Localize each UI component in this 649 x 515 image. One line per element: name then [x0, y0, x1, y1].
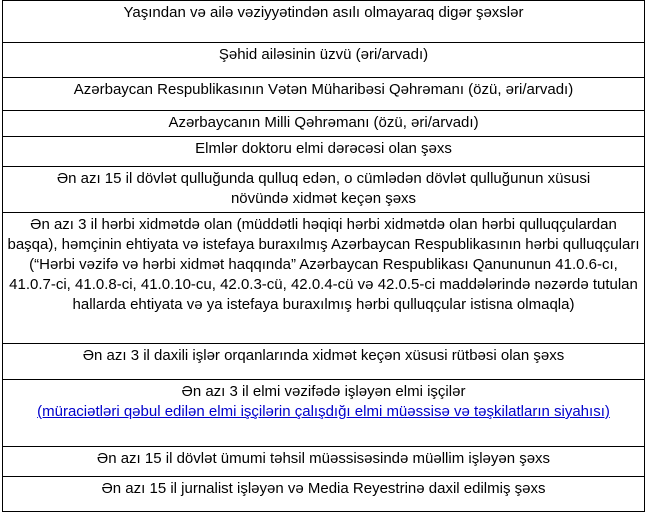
table-cell: Azərbaycanın Milli Qəhrəmanı (özü, əri/arvadı): [3, 111, 645, 137]
table-row: [3, 380, 645, 447]
table-row: [3, 344, 645, 380]
table-cell: Azərbaycan Respublikasının Vətən Müharibəsi Qəhrəmanı (özü, əri/arvadı): [3, 78, 645, 111]
table-row: [3, 43, 645, 78]
table-cell: Ən azı 15 il dövlət ümumi təhsil müəssisəsində müəllim işləyən şəxs: [3, 447, 645, 477]
institutions-list-link[interactable]: (müraciətləri qəbul edilən elmi işçilərin çalışdığı elmi müəssisə və təşkilatların siyahısı): [37, 403, 610, 420]
table-row: [3, 477, 645, 512]
table-row: [3, 213, 645, 344]
eligibility-table: [2, 0, 645, 512]
table-cell: Ən azı 3 il hərbi xidmətdə olan (müddətli həqiqi hərbi xidmətdə olan hərbi qulluqçulardan başqa), həmçinin ehtiyata və istefaya buraxılmış Azərbaycan Respublikasının hərbi qulluqçuları (“Hərbi vəzifə və hərbi xidmət haqqında” Azərbaycan Respublikası Qanununun 41.0.6-cı, 41.0.7-ci, 41.0.8-ci, 41.0.10-cu, 42.0.3-cü, 42.0.4-cü və 42.0.5-ci maddələrində nəzərdə tutulan hallarda ehtiyata və ya istefaya buraxılmış hərbi qulluqçular istisna olmaqla): [3, 213, 645, 344]
table-row: [3, 78, 645, 111]
table-cell: Ən azı 3 il daxili işlər orqanlarında xidmət keçən xüsusi rütbəsi olan şəxs: [3, 344, 645, 380]
table-cell: Elmlər doktoru elmi dərəcəsi olan şəxs: [3, 137, 645, 167]
table-row: [3, 111, 645, 137]
table-row: [3, 167, 645, 213]
table-cell: Yaşından və ailə vəziyyətindən asılı olmayaraq digər şəxslər: [3, 1, 645, 43]
cell-text: Ən azı 3 il elmi vəzifədə işləyən elmi işçilər: [181, 383, 466, 400]
table-row: [3, 447, 645, 477]
table-cell: Ən azı 15 il jurnalist işləyən və Media Reyestrinə daxil edilmiş şəxs: [3, 477, 645, 512]
table-cell: [3, 380, 645, 447]
table-row: [3, 1, 645, 43]
table-cell: Şəhid ailəsinin üzvü (əri/arvadı): [3, 43, 645, 78]
table-cell: Ən azı 15 il dövlət qulluğunda qulluq edən, o cümlədən dövlət qulluğunun xüsusi növündə xidmət keçən şəxs: [3, 167, 645, 213]
table-row: [3, 137, 645, 167]
